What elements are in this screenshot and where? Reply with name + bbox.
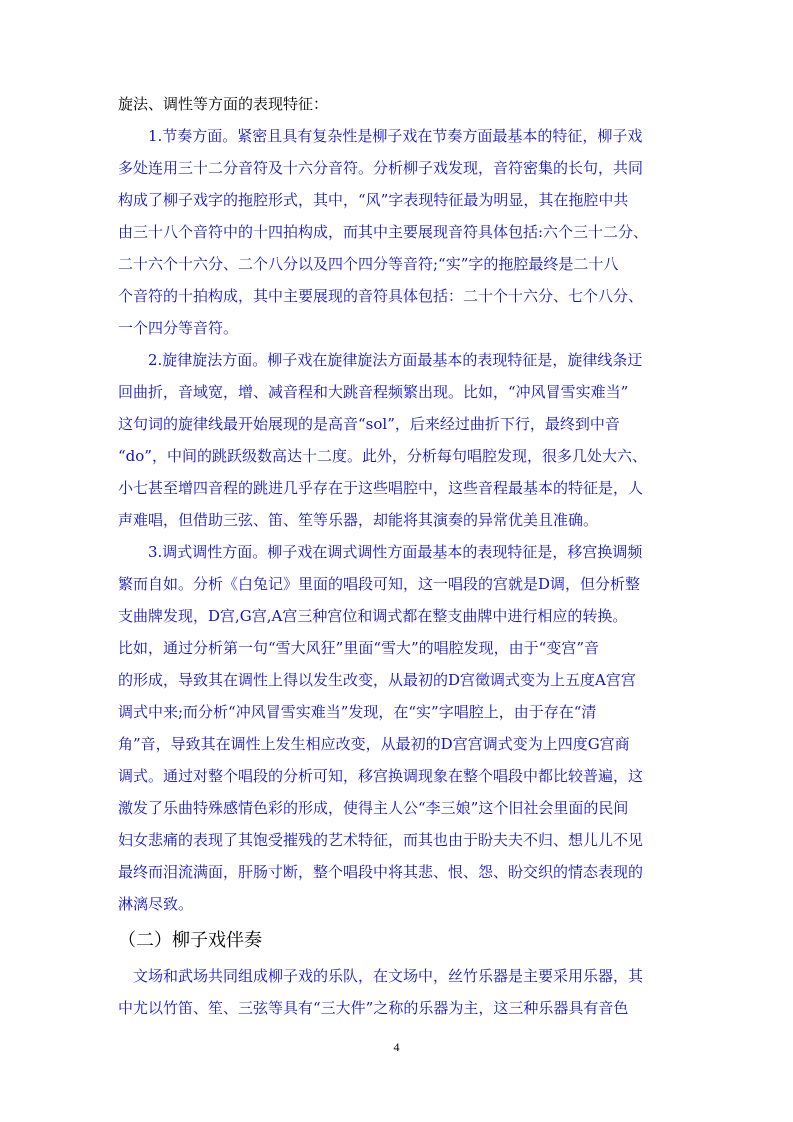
text-line: “do”，中间的跳跃级数高达十二度。此外，分析每句唱腔发现，很多几处大六、 bbox=[118, 447, 647, 465]
text-line: 文场和武场共同组成柳子戏的乐队，在文场中，丝竹乐器是主要采用乐器，其 bbox=[118, 967, 644, 985]
text-line: 小七甚至增四音程的跳进几乎存在于这些唱腔中，这些音程最基本的特征是，人 bbox=[118, 479, 644, 497]
text-line: 最终而泪流满面，肝肠寸断，整个唱段中将其悲、恨、怨、盼交织的情态表现的 bbox=[118, 863, 644, 881]
paragraph-rhythm bbox=[118, 120, 678, 344]
text-line: 繁而自如。分析《白兔记》里面的唱段可知，这一唱段的宫就是D调，但分析整 bbox=[118, 575, 641, 593]
text-line: 调式中来;而分析“冲风冒雪实难当”发现，在“实”字唱腔上，由于存在“清 bbox=[118, 703, 597, 721]
text-line: 个音符的十拍构成，其中主要展现的音符具体包括：二十个十六分、七个八分、 bbox=[118, 287, 644, 305]
text-line: 2.旋律旋法方面。柳子戏在旋律旋法方面最基本的表现特征是，旋律线条迂 bbox=[118, 351, 643, 369]
section-heading: （二）柳子戏伴奏 bbox=[118, 930, 262, 951]
text-line: 支曲牌发现，D宫,G宫,A宫三种宫位和调式都在整支曲牌中进行相应的转换。 bbox=[118, 607, 628, 625]
text-line: 一个四分等音符。 bbox=[118, 319, 239, 337]
text-line: 回曲折，音域宽，增、减音程和大跳音程频繁出现。比如，“冲风冒雪实难当” bbox=[118, 383, 629, 401]
document-page bbox=[118, 88, 678, 1024]
paragraph-melody bbox=[118, 344, 678, 536]
text-line: 角”音，导致其在调性上发生相应改变，从最初的D宫宫调式变为上四度G宫商 bbox=[118, 735, 630, 753]
paragraph-mode-tonality bbox=[118, 536, 678, 920]
text-line: 1.节奏方面。紧密且具有复杂性是柳子戏在节奏方面最基本的特征，柳子戏 bbox=[118, 127, 643, 145]
text-line: 淋漓尽致。 bbox=[118, 895, 194, 913]
text-line: 比如，通过分析第一句“雪大风狂”里面“雪大”的唱腔发现，由于“变宫”音 bbox=[118, 639, 600, 657]
text-line: 3.调式调性方面。柳子戏在调式调性方面最基本的表现特征是，移宫换调频 bbox=[118, 543, 643, 561]
text-line: 中尤以竹笛、笙、三弦等具有“三大件”之称的乐器为主，这三种乐器具有音色 bbox=[118, 999, 629, 1017]
text-line: 构成了柳子戏字的拖腔形式，其中，“风”字表现特征最为明显，其在拖腔中共 bbox=[118, 191, 629, 209]
text-line: 妇女悲痛的表现了其饱受摧残的艺术特征，而其也由于盼夫夫不归、想儿儿不见 bbox=[118, 831, 644, 849]
text-line: 这句词的旋律线最开始展现的是高音“sol”，后来经过曲折下行，最终到中音 bbox=[118, 415, 620, 433]
page-number: 4 bbox=[393, 1040, 400, 1054]
text-line: 声难唱，但借助三弦、笛、笙等乐器，却能将其演奏的异常优美且准确。 bbox=[118, 511, 599, 529]
text-line: 由三十八个音符中的十四拍构成，而其中主要展现音符具体包括:六个三十二分、 bbox=[118, 223, 649, 241]
text-line: 的形成，导致其在调性上得以发生改变，从最初的D宫徵调式变为上五度A宫宫 bbox=[118, 671, 636, 689]
text-line: 二十六个十六分、二个八分以及四个四分等音符;“实”字的拖腔最终是二十八 bbox=[118, 255, 619, 273]
text-line: 调式。通过对整个唱段的分析可知，移宫换调现象在整个唱段中都比较普遍，这 bbox=[118, 767, 644, 785]
text-line: 多处连用三十二分音符及十六分音符。分析柳子戏发现，音符密集的长句，共同 bbox=[118, 159, 644, 177]
paragraph-accompaniment bbox=[118, 960, 678, 1024]
text-line: 激发了乐曲特殊感情色彩的形成，使得主人公“李三娘”这个旧社会里面的民间 bbox=[118, 799, 629, 817]
intro-line: 旋法、调性等方面的表现特征： bbox=[118, 95, 329, 113]
